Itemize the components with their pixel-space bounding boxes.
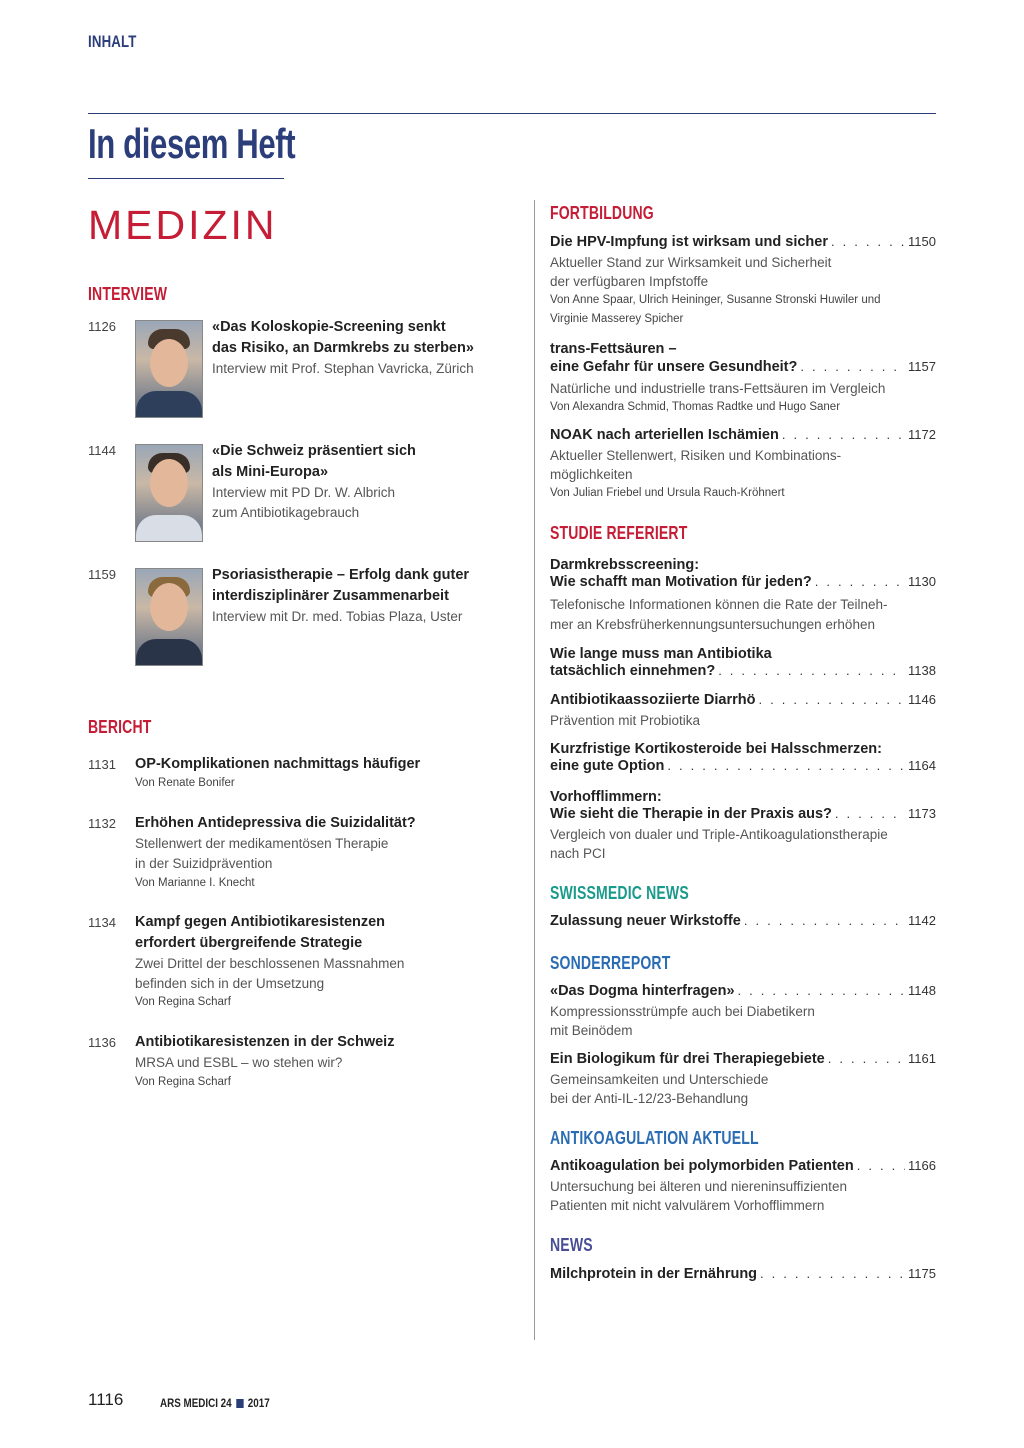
article-subtitle: Interview mit Prof. Stephan Vavricka, Zürich	[212, 361, 474, 376]
toc-entry[interactable]	[550, 1051, 936, 1067]
page-number: 1150	[908, 234, 936, 249]
article-subtitle: zum Antibiotikagebrauch	[212, 505, 360, 520]
article-title[interactable]: Die HPV-Impfung ist wirksam und sicher	[550, 234, 828, 250]
article-title[interactable]: Antibiotikaresistenzen in der Schweiz	[135, 1034, 395, 1050]
dot-leader	[828, 1051, 905, 1066]
page-number: 1142	[908, 913, 936, 928]
journal-name: ARS MEDICI 24	[160, 1396, 232, 1410]
fortbildung-heading: FORTBILDUNG	[550, 203, 654, 223]
article-title[interactable]: «Das Koloskopie-Screening senkt	[212, 319, 446, 335]
toc-entry[interactable]	[550, 758, 936, 774]
studie-heading: STUDIE REFERIERT	[550, 523, 688, 543]
article-title[interactable]: «Das Dogma hinterfragen»	[550, 983, 735, 999]
page-number: 1136	[88, 1035, 116, 1050]
article-subtitle: Telefonische Informationen können die Rate der Teilneh-	[550, 597, 888, 612]
toc-entry[interactable]	[550, 913, 936, 929]
section-label: INHALT	[88, 32, 137, 51]
article-subtitle: Vergleich von dualer und Triple-Antikoagulationstherapie	[550, 827, 888, 842]
interview-heading: INTERVIEW	[88, 284, 168, 304]
article-title[interactable]: Darmkrebsscreening:	[550, 557, 700, 573]
antikoagulation-heading: ANTIKOAGULATION AKTUELL	[550, 1128, 759, 1148]
article-author: Von Anne Spaar, Ulrich Heininger, Susanne Stronski Huwiler und	[550, 294, 881, 306]
article-author: Von Regina Scharf	[135, 996, 231, 1008]
article-author: Von Regina Scharf	[135, 1076, 231, 1088]
page-number: 1130	[908, 574, 936, 589]
footer-journal	[160, 1396, 270, 1410]
article-title[interactable]: erfordert übergreifende Strategie	[135, 935, 363, 951]
dot-leader	[744, 913, 905, 928]
article-title[interactable]: Milchprotein in der Ernährung	[550, 1266, 758, 1282]
dot-leader	[718, 663, 905, 678]
article-subtitle: der verfügbaren Impfstoffe	[550, 274, 709, 289]
toc-entry[interactable]	[550, 234, 936, 250]
article-subtitle: Kompressionsstrümpfe auch bei Diabetikern	[550, 1004, 815, 1019]
page-number: 1134	[88, 915, 116, 930]
dot-leader	[857, 1158, 905, 1173]
article-subtitle: bei der Anti-IL-12/23-Behandlung	[550, 1091, 749, 1106]
category-title: MEDIZIN	[88, 202, 278, 248]
article-title[interactable]: Wie schafft man Motivation für jeden?	[550, 574, 812, 590]
page-title: In diesem Heft	[88, 120, 296, 167]
column-divider	[534, 200, 535, 1340]
page-number: 1172	[908, 427, 936, 442]
article-title[interactable]: trans-Fettsäuren –	[550, 341, 677, 357]
article-subtitle: nach PCI	[550, 846, 606, 861]
article-title[interactable]: Vorhofflimmern:	[550, 789, 662, 805]
page-number: 1138	[908, 663, 936, 678]
article-subtitle: Zwei Drittel der beschlossenen Massnahmen	[135, 956, 405, 971]
dot-leader	[760, 1266, 905, 1281]
article-title[interactable]: OP-Komplikationen nachmittags häufiger	[135, 756, 421, 772]
article-title[interactable]: Ein Biologikum für drei Therapiegebiete	[550, 1051, 825, 1067]
article-title[interactable]: NOAK nach arteriellen Ischämien	[550, 427, 779, 443]
page-number: 1175	[908, 1266, 936, 1281]
article-subtitle: mit Beinödem	[550, 1023, 633, 1038]
bericht-heading: BERICHT	[88, 717, 152, 737]
dot-leader	[758, 692, 905, 707]
article-subtitle: Interview mit Dr. med. Tobias Plaza, Uster	[212, 609, 463, 624]
page-number: 1157	[908, 359, 936, 374]
toc-entry[interactable]	[550, 359, 936, 375]
article-title[interactable]: Zulassung neuer Wirkstoffe	[550, 913, 741, 929]
toc-entry[interactable]	[550, 1158, 936, 1174]
article-author: Virginie Masserey Spicher	[550, 313, 684, 325]
toc-entry[interactable]	[550, 574, 936, 590]
page-number: 1132	[88, 816, 116, 831]
article-author: Von Renate Bonifer	[135, 777, 235, 789]
article-subtitle: MRSA und ESBL – wo stehen wir?	[135, 1055, 343, 1070]
dot-leader	[835, 806, 905, 821]
page-number: 1159	[88, 567, 116, 582]
page-number: 1173	[908, 806, 936, 821]
article-author: Von Julian Friebel und Ursula Rauch-Kröhnert	[550, 487, 785, 499]
article-subtitle: Interview mit PD Dr. W. Albrich	[212, 485, 396, 500]
article-title[interactable]: Antikoagulation bei polymorbiden Patienten	[550, 1158, 854, 1174]
dot-leader	[667, 758, 905, 773]
dot-leader	[815, 574, 905, 589]
article-title[interactable]: eine Gefahr für unsere Gesundheit?	[550, 359, 798, 375]
page-number: 1146	[908, 692, 936, 707]
dot-leader	[831, 234, 905, 249]
article-title[interactable]: eine gute Option	[550, 758, 665, 774]
sonderreport-heading: SONDERREPORT	[550, 953, 671, 973]
toc-entry[interactable]	[550, 663, 936, 679]
article-subtitle: befinden sich in der Umsetzung	[135, 976, 325, 991]
article-subtitle: Patienten mit nicht valvulärem Vorhofflimmern	[550, 1198, 825, 1213]
toc-entry[interactable]	[550, 427, 936, 443]
article-subtitle: mer an Krebsfrüherkennungsuntersuchungen erhöhen	[550, 617, 875, 632]
article-subtitle: in der Suizidprävention	[135, 856, 273, 871]
toc-entry[interactable]	[550, 1266, 936, 1282]
article-title[interactable]: das Risiko, an Darmkrebs zu sterben»	[212, 340, 474, 356]
toc-entry[interactable]	[550, 806, 936, 822]
news-heading: NEWS	[550, 1235, 593, 1255]
portrait-photo	[135, 320, 203, 418]
footer-page-number: 1116	[88, 1390, 124, 1409]
article-title[interactable]: Antibiotikaassoziierte Diarrhö	[550, 692, 756, 708]
portrait-photo	[135, 444, 203, 542]
article-title[interactable]: Wie sieht die Therapie in der Praxis aus?	[550, 806, 832, 822]
article-title[interactable]: Kurzfristige Kortikosteroide bei Halsschmerzen:	[550, 741, 882, 757]
article-author: Von Marianne I. Knecht	[135, 877, 255, 889]
journal-year: 2017	[247, 1396, 270, 1410]
portrait-photo	[135, 568, 203, 666]
article-subtitle: möglichkeiten	[550, 467, 633, 482]
page-number: 1131	[88, 757, 116, 772]
page-number: 1148	[908, 983, 936, 998]
dot-leader	[782, 427, 905, 442]
article-title[interactable]: als Mini-Europa»	[212, 464, 329, 480]
toc-entry[interactable]	[550, 692, 936, 708]
title-rule	[88, 178, 284, 179]
footer-square-icon	[236, 1399, 243, 1408]
page-number: 1164	[908, 758, 936, 773]
article-author: Von Alexandra Schmid, Thomas Radtke und Hugo Saner	[550, 401, 841, 413]
article-subtitle: Prävention mit Probiotika	[550, 713, 701, 728]
article-title[interactable]: Psoriasistherapie – Erfolg dank guter	[212, 567, 470, 583]
article-title[interactable]: Kampf gegen Antibiotikaresistenzen	[135, 914, 386, 930]
article-subtitle: Aktueller Stand zur Wirksamkeit und Sicherheit	[550, 255, 832, 270]
page-number: 1166	[908, 1158, 936, 1173]
page-number: 1144	[88, 443, 116, 458]
header-rule	[88, 113, 936, 114]
article-title[interactable]: interdisziplinärer Zusammenarbeit	[212, 588, 449, 604]
toc-entry[interactable]	[550, 983, 936, 999]
article-title[interactable]: «Die Schweiz präsentiert sich	[212, 443, 416, 459]
article-subtitle: Natürliche und industrielle trans-Fettsäuren im Vergleich	[550, 381, 886, 396]
article-subtitle: Gemeinsamkeiten und Unterschiede	[550, 1072, 769, 1087]
article-title[interactable]: Erhöhen Antidepressiva die Suizidalität?	[135, 815, 416, 831]
dot-leader	[738, 983, 906, 998]
swissmedic-heading: SWISSMEDIC NEWS	[550, 883, 689, 903]
page-number: 1161	[908, 1051, 936, 1066]
article-subtitle: Untersuchung bei älteren und niereninsuffizienten	[550, 1179, 847, 1194]
article-subtitle: Aktueller Stellenwert, Risiken und Kombinations-	[550, 448, 842, 463]
article-subtitle: Stellenwert der medikamentösen Therapie	[135, 836, 389, 851]
page-number: 1126	[88, 319, 116, 334]
dot-leader	[800, 359, 905, 374]
article-title[interactable]: Wie lange muss man Antibiotika	[550, 646, 772, 662]
article-title[interactable]: tatsächlich einnehmen?	[550, 663, 716, 679]
